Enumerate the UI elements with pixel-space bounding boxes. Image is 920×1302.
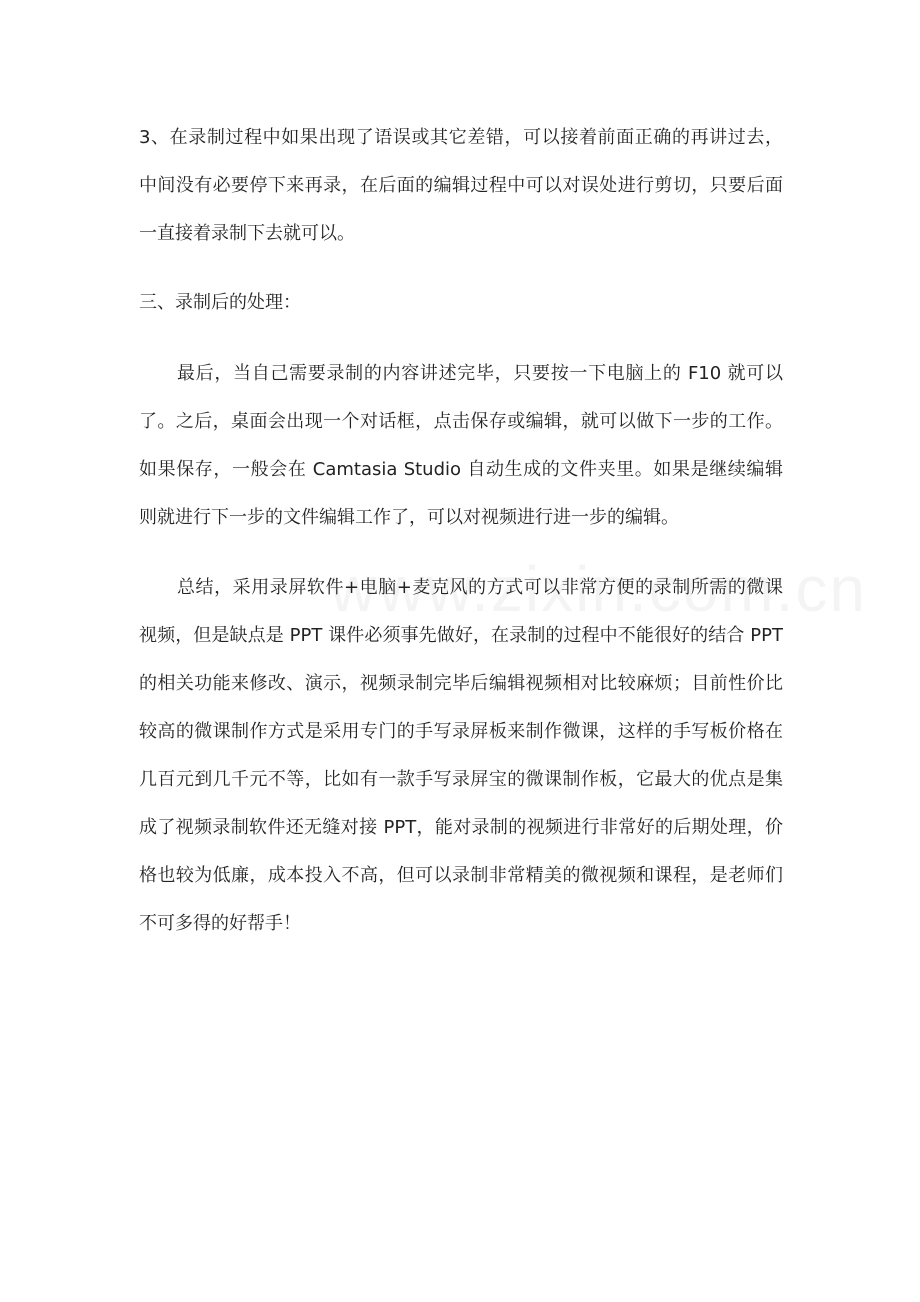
paragraph-summary-line: 视频，但是缺点是 PPT 课件必须事先做好，在录制的过程中不能很好的结合 PPT [139, 625, 783, 646]
section-heading-post-recording: 三、录制后的处理： [139, 292, 301, 313]
paragraph-summary-line: 格也较为低廉，成本投入不高，但可以录制非常精美的微视频和课程，是老师们 [139, 865, 783, 886]
paragraph-post-recording-line: 了。之后，桌面会出现一个对话框，点击保存或编辑，就可以做下一步的工作。 [139, 411, 783, 432]
paragraph-summary-line: 的相关功能来修改、演示，视频录制完毕后编辑视频相对比较麻烦；目前性价比 [139, 673, 783, 694]
paragraph-summary-line: 不可多得的好帮手！ [139, 913, 301, 934]
paragraph-step-3-line: 中间没有必要停下来再录，在后面的编辑过程中可以对误处进行剪切，只要后面 [139, 175, 783, 196]
paragraph-summary-line: 成了视频录制软件还无缝对接 PPT，能对录制的视频进行非常好的后期处理，价 [139, 817, 783, 838]
paragraph-summary-line: 较高的微课制作方式是采用专门的手写录屏板来制作微课，这样的手写板价格在 [139, 721, 783, 742]
paragraph-summary-line: 几百元到几千元不等，比如有一款手写录屏宝的微课制作板，它最大的优点是集 [139, 769, 783, 790]
paragraph-post-recording-line: 如果保存，一般会在 Camtasia Studio 自动生成的文件夹里。如果是继续编辑 [139, 459, 783, 480]
paragraph-summary-line: 总结，采用录屏软件+电脑+麦克风的方式可以非常方便的录制所需的微课 [177, 577, 783, 598]
paragraph-post-recording-line: 则就进行下一步的文件编辑工作了，可以对视频进行进一步的编辑。 [139, 507, 679, 528]
paragraph-step-3-line: 一直接着录制下去就可以。 [139, 223, 355, 244]
paragraph-post-recording-line: 最后，当自己需要录制的内容讲述完毕，只要按一下电脑上的 F10 就可以 [177, 363, 783, 384]
paragraph-step-3-line: 3、在录制过程中如果出现了语误或其它差错，可以接着前面正确的再讲过去， [139, 127, 783, 148]
